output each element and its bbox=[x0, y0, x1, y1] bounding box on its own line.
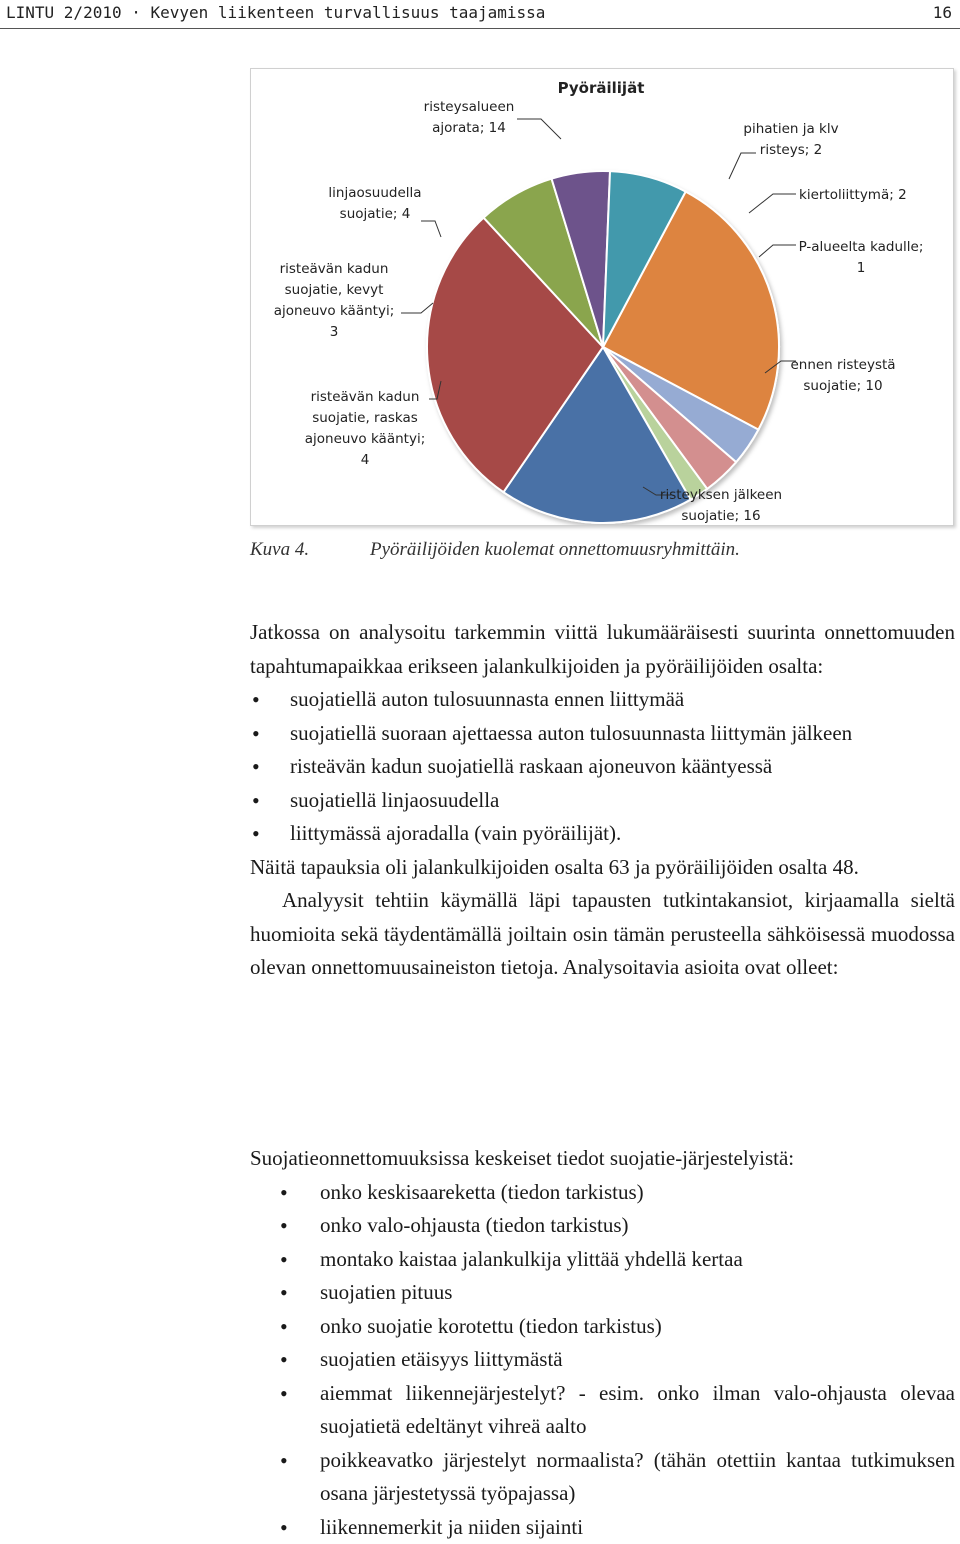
slice-label: kiertoliittymä; 2 bbox=[799, 187, 907, 203]
page-number: 16 bbox=[933, 3, 952, 22]
leader-line bbox=[401, 303, 433, 313]
intro-paragraph: Jatkossa on analysoitu tarkemmin viittä lukumääräisesti suurinta onnettomuuden tapahtumapaikkaa erikseen jalankulkijoiden ja pyöräilijöiden osalta: bbox=[250, 616, 955, 683]
list-item: • poikkeavatko järjestelyt normaalista? (tähän otettiin kantaa tutkimuksen osana järjestetyssä työpajassa) bbox=[250, 1444, 955, 1511]
leader-line bbox=[729, 153, 756, 179]
crossing-list bbox=[250, 1176, 955, 1544]
list-item: • suojatiellä linjaosuudella bbox=[250, 784, 955, 818]
list-item: • onko valo-ohjausta (tiedon tarkistus) bbox=[250, 1209, 955, 1243]
pie-chart-frame bbox=[250, 68, 954, 526]
running-title: LINTU 2/2010 · Kevyen liikenteen turvallisuus taajamissa bbox=[6, 3, 545, 22]
place-list bbox=[250, 683, 955, 851]
slice-label: risteysalueen ajorata; 14 bbox=[424, 99, 515, 136]
slice-label: P-alueelta kadulle; 1 bbox=[799, 239, 924, 276]
leader-line bbox=[749, 194, 796, 213]
figure-number: Kuva 4. bbox=[250, 539, 370, 561]
slice-label: risteävän kadun suojatie, kevyt ajoneuvo kääntyi; 3 bbox=[274, 261, 395, 340]
list-item: • suojatiellä auton tulosuunnasta ennen liittymää bbox=[250, 683, 955, 717]
chart-title: Pyöräilijät bbox=[558, 79, 645, 97]
list-item: • liikennemerkit ja niiden sijainti bbox=[250, 1511, 955, 1544]
body-section-2 bbox=[250, 1142, 955, 1544]
slice-label: pihatien ja klv risteys; 2 bbox=[743, 121, 838, 158]
leader-line bbox=[421, 221, 441, 237]
leader-line bbox=[517, 119, 561, 139]
slice-label: linjaosuudella suojatie; 4 bbox=[328, 185, 421, 222]
analysis-paragraph: Analyysit tehtiin käymällä läpi tapausten tutkintakansiot, kirjaamalla sieltä huomioita sekä täydentämällä joiltain osin tämän perusteella sähköisessä muodossa olevan onnettomuusaineiston tietoja. Analysoitavia asioita ovat olleet: bbox=[250, 884, 955, 985]
list-item: • suojatien pituus bbox=[250, 1276, 955, 1310]
figure-caption bbox=[250, 539, 740, 561]
list-item: • aiemmat liikennejärjestelyt? - esim. onko ilman valo-ohjausta olevaa suojatietä edeltänyt vihreä aalto bbox=[250, 1377, 955, 1444]
list-item: • montako kaistaa jalankulkija ylittää yhdellä kertaa bbox=[250, 1243, 955, 1277]
list-item: • liittymässä ajoradalla (vain pyöräilijät). bbox=[250, 817, 955, 851]
pie-chart bbox=[251, 69, 953, 525]
slice-label: risteyksen jälkeen suojatie; 16 bbox=[660, 487, 782, 524]
slice-label: ennen risteystä suojatie; 10 bbox=[790, 357, 895, 394]
cases-paragraph: Näitä tapauksia oli jalankulkijoiden osalta 63 ja pyöräilijöiden osalta 48. bbox=[250, 851, 955, 885]
list-item: • risteävän kadun suojatiellä raskaan ajoneuvon kääntyessä bbox=[250, 750, 955, 784]
body-section-1 bbox=[250, 616, 955, 985]
figure-caption-text: Pyöräilijöiden kuolemat onnettomuusryhmittäin. bbox=[370, 539, 740, 560]
crossing-heading: Suojatieonnettomuuksissa keskeiset tiedot suojatie-järjestelyistä: bbox=[250, 1142, 955, 1176]
page-header bbox=[0, 0, 960, 26]
slice-label: risteävän kadun suojatie, raskas ajoneuvo kääntyi; 4 bbox=[305, 389, 426, 468]
list-item: • suojatiellä suoraan ajettaessa auton tulosuunnasta liittymän jälkeen bbox=[250, 717, 955, 751]
header-rule bbox=[0, 28, 960, 29]
pie-slices bbox=[427, 171, 779, 523]
leader-line bbox=[759, 245, 796, 257]
list-item: • onko keskisaareketta (tiedon tarkistus) bbox=[250, 1176, 955, 1210]
list-item: • onko suojatie korotettu (tiedon tarkistus) bbox=[250, 1310, 955, 1344]
list-item: • suojatien etäisyys liittymästä bbox=[250, 1343, 955, 1377]
